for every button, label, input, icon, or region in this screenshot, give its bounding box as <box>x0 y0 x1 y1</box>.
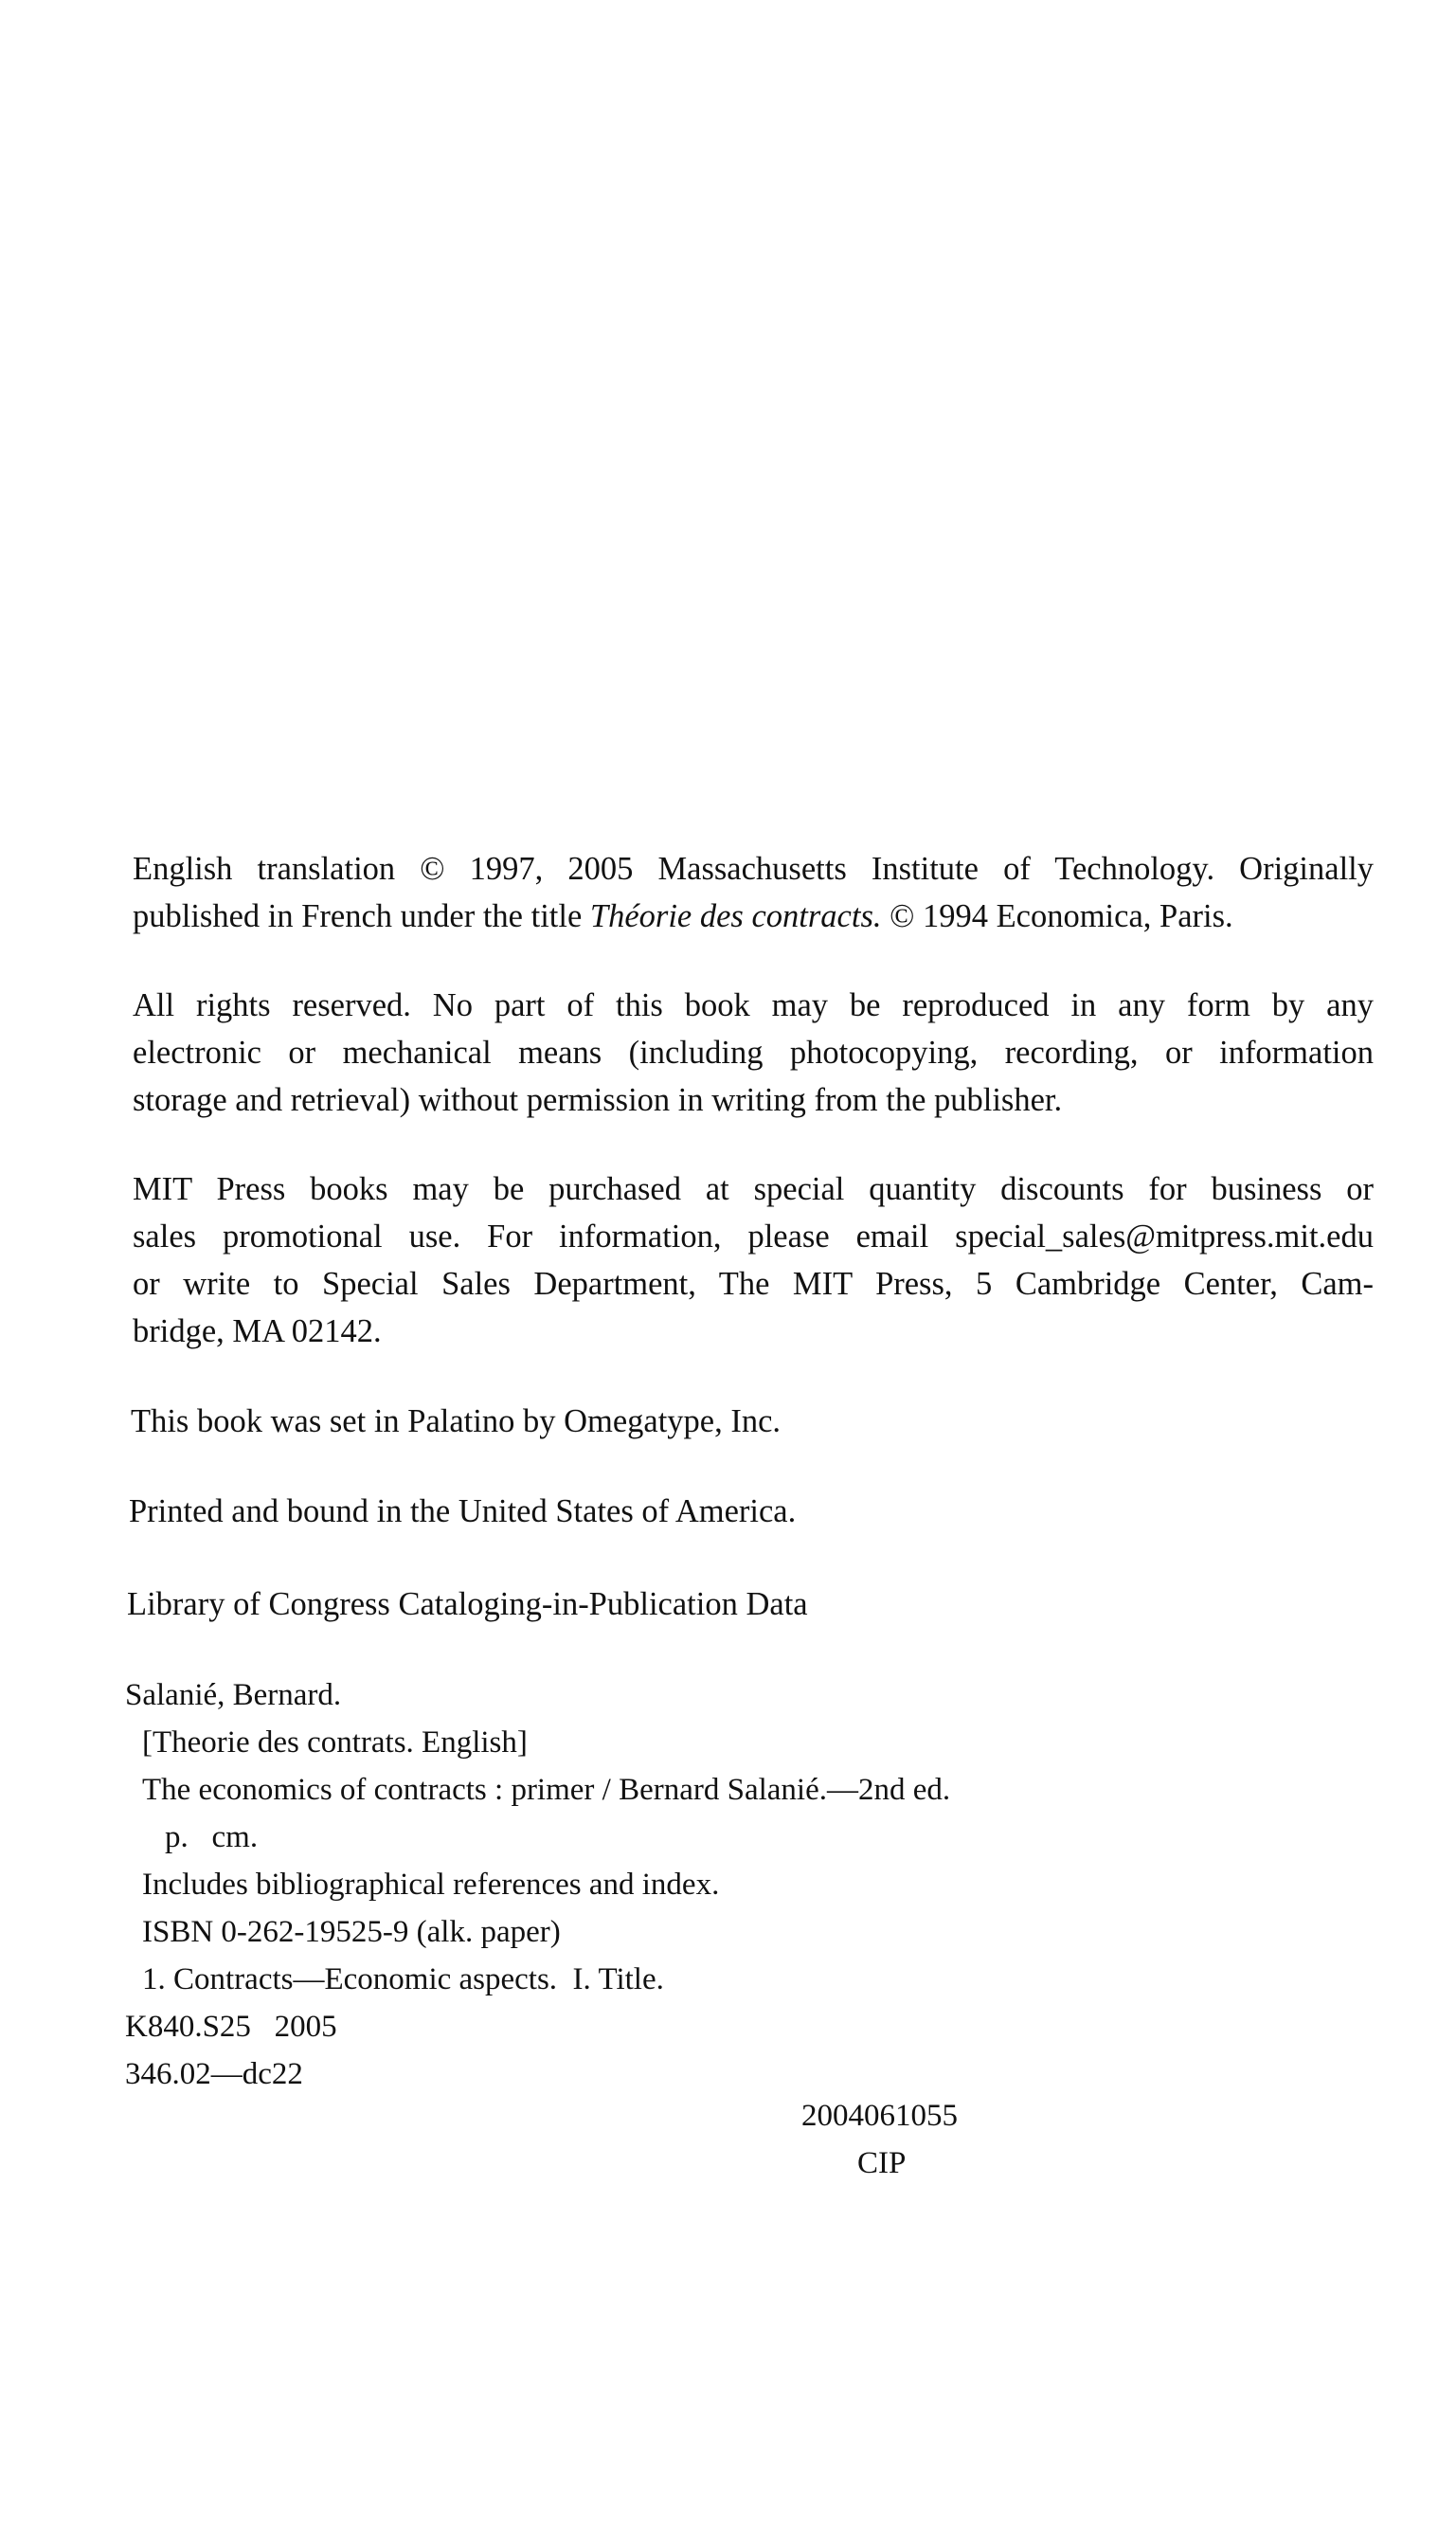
cip-label: CIP <box>857 2146 907 2180</box>
copyright-line-2-suffix: © 1994 Economica, Paris. <box>881 898 1233 934</box>
printing-note <box>129 1488 1370 1535</box>
cip-dewey: 346.02—dc22 <box>125 2057 303 2091</box>
cip-notes: Includes bibliographical references and index. <box>142 1868 720 1902</box>
cip-subjects: 1. Contracts—Economic aspects. I. Title. <box>142 1962 664 1996</box>
sales-line-2: sales promotional use. For information, please email special_sales@mitpress.mit.edu <box>133 1219 1374 1255</box>
copyright-line-2-prefix: published in French under the title <box>133 898 590 934</box>
cip-header <box>127 1580 1368 1628</box>
rights-line-2: electronic or mechanical means (including photocopying, recording, or information <box>133 1035 1374 1071</box>
sales-line-1: MIT Press books may be purchased at special quantity discounts for business or <box>133 1171 1374 1207</box>
cip-author: Salanié, Bernard. <box>125 1678 342 1712</box>
copyright-notice <box>133 845 1374 940</box>
sales-line-3: or write to Special Sales Department, The MIT Press, 5 Cambridge Center, Cam- <box>133 1266 1374 1302</box>
copyright-line-1: English translation © 1997, 2005 Massachusetts Institute of Technology. Originally <box>133 851 1374 887</box>
typesetting-text: This book was set in Palatino by Omegatype, Inc. <box>131 1403 782 1439</box>
cip-block <box>125 1671 950 2098</box>
typesetting-note <box>131 1398 1372 1445</box>
original-title: Théorie des contracts. <box>589 898 882 934</box>
rights-line-3: storage and retrieval) without permission in writing from the publisher. <box>133 1082 1063 1118</box>
cip-uniform-title: [Theorie des contrats. English] <box>142 1725 528 1760</box>
sales-notice <box>133 1165 1374 1355</box>
cip-title: The economics of contracts : primer / Bernard Salanié.—2nd ed. <box>142 1773 951 1807</box>
copyright-line-2 <box>133 893 1374 940</box>
cip-pagination: p. cm. <box>165 1820 259 1854</box>
cip-header-text: Library of Congress Cataloging-in-Publication Data <box>127 1586 808 1622</box>
sales-line-4: bridge, MA 02142. <box>133 1313 382 1349</box>
rights-notice <box>133 982 1374 1124</box>
printing-text: Printed and bound in the United States of America. <box>129 1493 797 1529</box>
cip-lc-class: K840.S25 2005 <box>125 2010 337 2044</box>
rights-line-1: All rights reserved. No part of this book may be reproduced in any form by any <box>133 987 1374 1023</box>
cip-lccn: 2004061055 <box>801 2099 958 2133</box>
cip-isbn: ISBN 0-262-19525-9 (alk. paper) <box>142 1915 561 1949</box>
